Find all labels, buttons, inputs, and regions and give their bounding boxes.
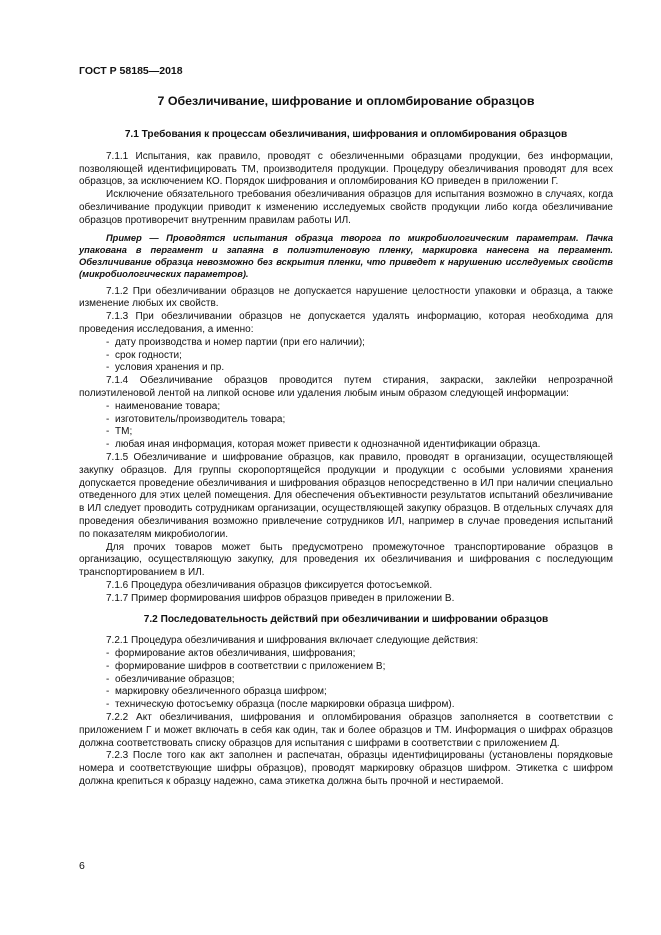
paragraph-7-2-1: 7.2.1 Процедура обезличивания и шифрования включает следующие действия:	[106, 635, 479, 647]
list-item: - формирование шифров в соответствии с приложением В;	[106, 661, 613, 674]
list-item: - маркировку обезличенного образца шифром;	[106, 686, 613, 699]
paragraph-7-1-5: 7.1.5 Обезличивание и шифрование образцов, как правило, проводят в организации, осуществляющей закупку образцов. Для группы скоропортящейся продукции и продукции с особыми условиями хранения допускается проведение обезличивания и шифрования образцов непосредственно в ИЛ при наличии специально отведенного для этих целей помещения. Для обеспечения объективности результатов испытаний обезличивание в ИЛ следует проводить сотрудникам организации, осуществляющей закупку образцов. В отдельных случаях для проведения обезличивания возможно привлечение сотрудников ИЛ, например в случае проведения испытаний по показателям микробиологии.	[79, 451, 613, 540]
list-item: - наименование товара;	[106, 401, 613, 414]
list-item: - изготовитель/производитель товара;	[106, 414, 613, 427]
paragraph-7-1-7: 7.1.7 Пример формирования шифров образцов приведен в приложении В.	[106, 592, 455, 604]
paragraph-7-1-6: 7.1.6 Процедура обезличивания образцов фиксируется фотосъемкой.	[106, 579, 433, 591]
page-content	[79, 94, 613, 789]
paragraph-7-1-4: 7.1.4 Обезличивание образцов проводится путем стирания, закраски, заклейки непрозрачной полиэтиленовой лентой на липкой основе или удаления любым иным образом следующей информации:	[79, 375, 613, 399]
list-item: - условия хранения и пр.	[106, 362, 613, 375]
list-item: - формирование актов обезличивания, шифрования;	[106, 648, 613, 661]
paragraph-7-1-1: 7.1.1 Испытания, как правило, проводят с обезличенными образцами продукции, без информации, позволяющей идентифицировать ТМ, производителя продукции. Процедуру обезличивания проводят для всех образцов, за исключением КО. Порядок шифрования и опломбирования КО приведен в приложении Г.	[79, 150, 613, 188]
paragraph-7-1-5-other: Для прочих товаров может быть предусмотрено промежуточное транспортирование образцов в организацию, осуществляющую закупку, для проведения их обезличивания и шифрования с последующим транспортированием в ИЛ.	[79, 541, 613, 579]
list-item: - любая иная информация, которая может привести к однозначной идентификации образца.	[106, 439, 613, 452]
example-note: Пример — Проводятся испытания образца творога по микробиологическим параметрам. Пачка упакована в пергамент и запаяна в полиэтиленовую пленку, маркировка нанесена на пергамент. Обезличивание образца невозможно без вскрытия пленки, что приведет к нарушению исследуемых свойств (микробиологических параметров).	[79, 232, 613, 279]
page-number: 6	[79, 860, 85, 872]
list-7-1-3	[79, 337, 613, 375]
standard-header: ГОСТ Р 58185—2018	[79, 65, 183, 77]
paragraph-7-1-1-exception: Исключение обязательного требования обезличивания образцов для испытания возможно в случаях, когда обезличивание продукции приводит к изменению исследуемых свойств продукции либо когда обезличивание образцов противоречит внутренним правилам работы ИЛ.	[79, 189, 613, 226]
subsection-title-7-1: 7.1 Требования к процессам обезличивания, шифрования и опломбирования образцов	[124, 129, 568, 140]
paragraph-7-2-2: 7.2.2 Акт обезличивания, шифрования и опломбирования образцов заполняется в соответствии с приложением Г и может включать в себя как один, так и более образцов и ТМ. Информация о шифрах образцов должна соответствовать списку образцов для испытания с шифрами в соответствии с приложением Д.	[79, 712, 613, 749]
paragraph-7-2-3: 7.2.3 После того как акт заполнен и распечатан, образцы идентифицированы (установлены порядковые номера и соответствующие шифры образцов), проводят маркировку образцов шифром. Этикетка с шифром должна крепиться к образцу надежно, сама этикетка должна быть прочной и нестираемой.	[79, 750, 613, 788]
subsection-title-7-2: 7.2 Последовательность действий при обезличивании и шифровании образцов	[143, 613, 549, 625]
paragraph-7-1-2: 7.1.2 При обезличивании образцов не допускается нарушение целостности упаковки и образца, а также изменение любых их свойств.	[79, 285, 613, 310]
list-item: - дату производства и номер партии (при его наличии);	[106, 337, 613, 350]
list-7-1-4	[79, 401, 613, 452]
list-item: - срок годности;	[106, 350, 613, 363]
list-item: - обезличивание образцов;	[106, 674, 613, 687]
paragraph-7-1-3: 7.1.3 При обезличивании образцов не допускается удалять информацию, которая необходима для проведения исследования, а именно:	[79, 311, 613, 335]
list-item: - ТМ;	[106, 426, 613, 439]
section-title: 7 Обезличивание, шифрование и опломбирование образцов	[157, 94, 535, 108]
list-item: - техническую фотосъемку образца (после маркировки образца шифром).	[106, 699, 613, 712]
list-7-2-1	[79, 648, 613, 712]
